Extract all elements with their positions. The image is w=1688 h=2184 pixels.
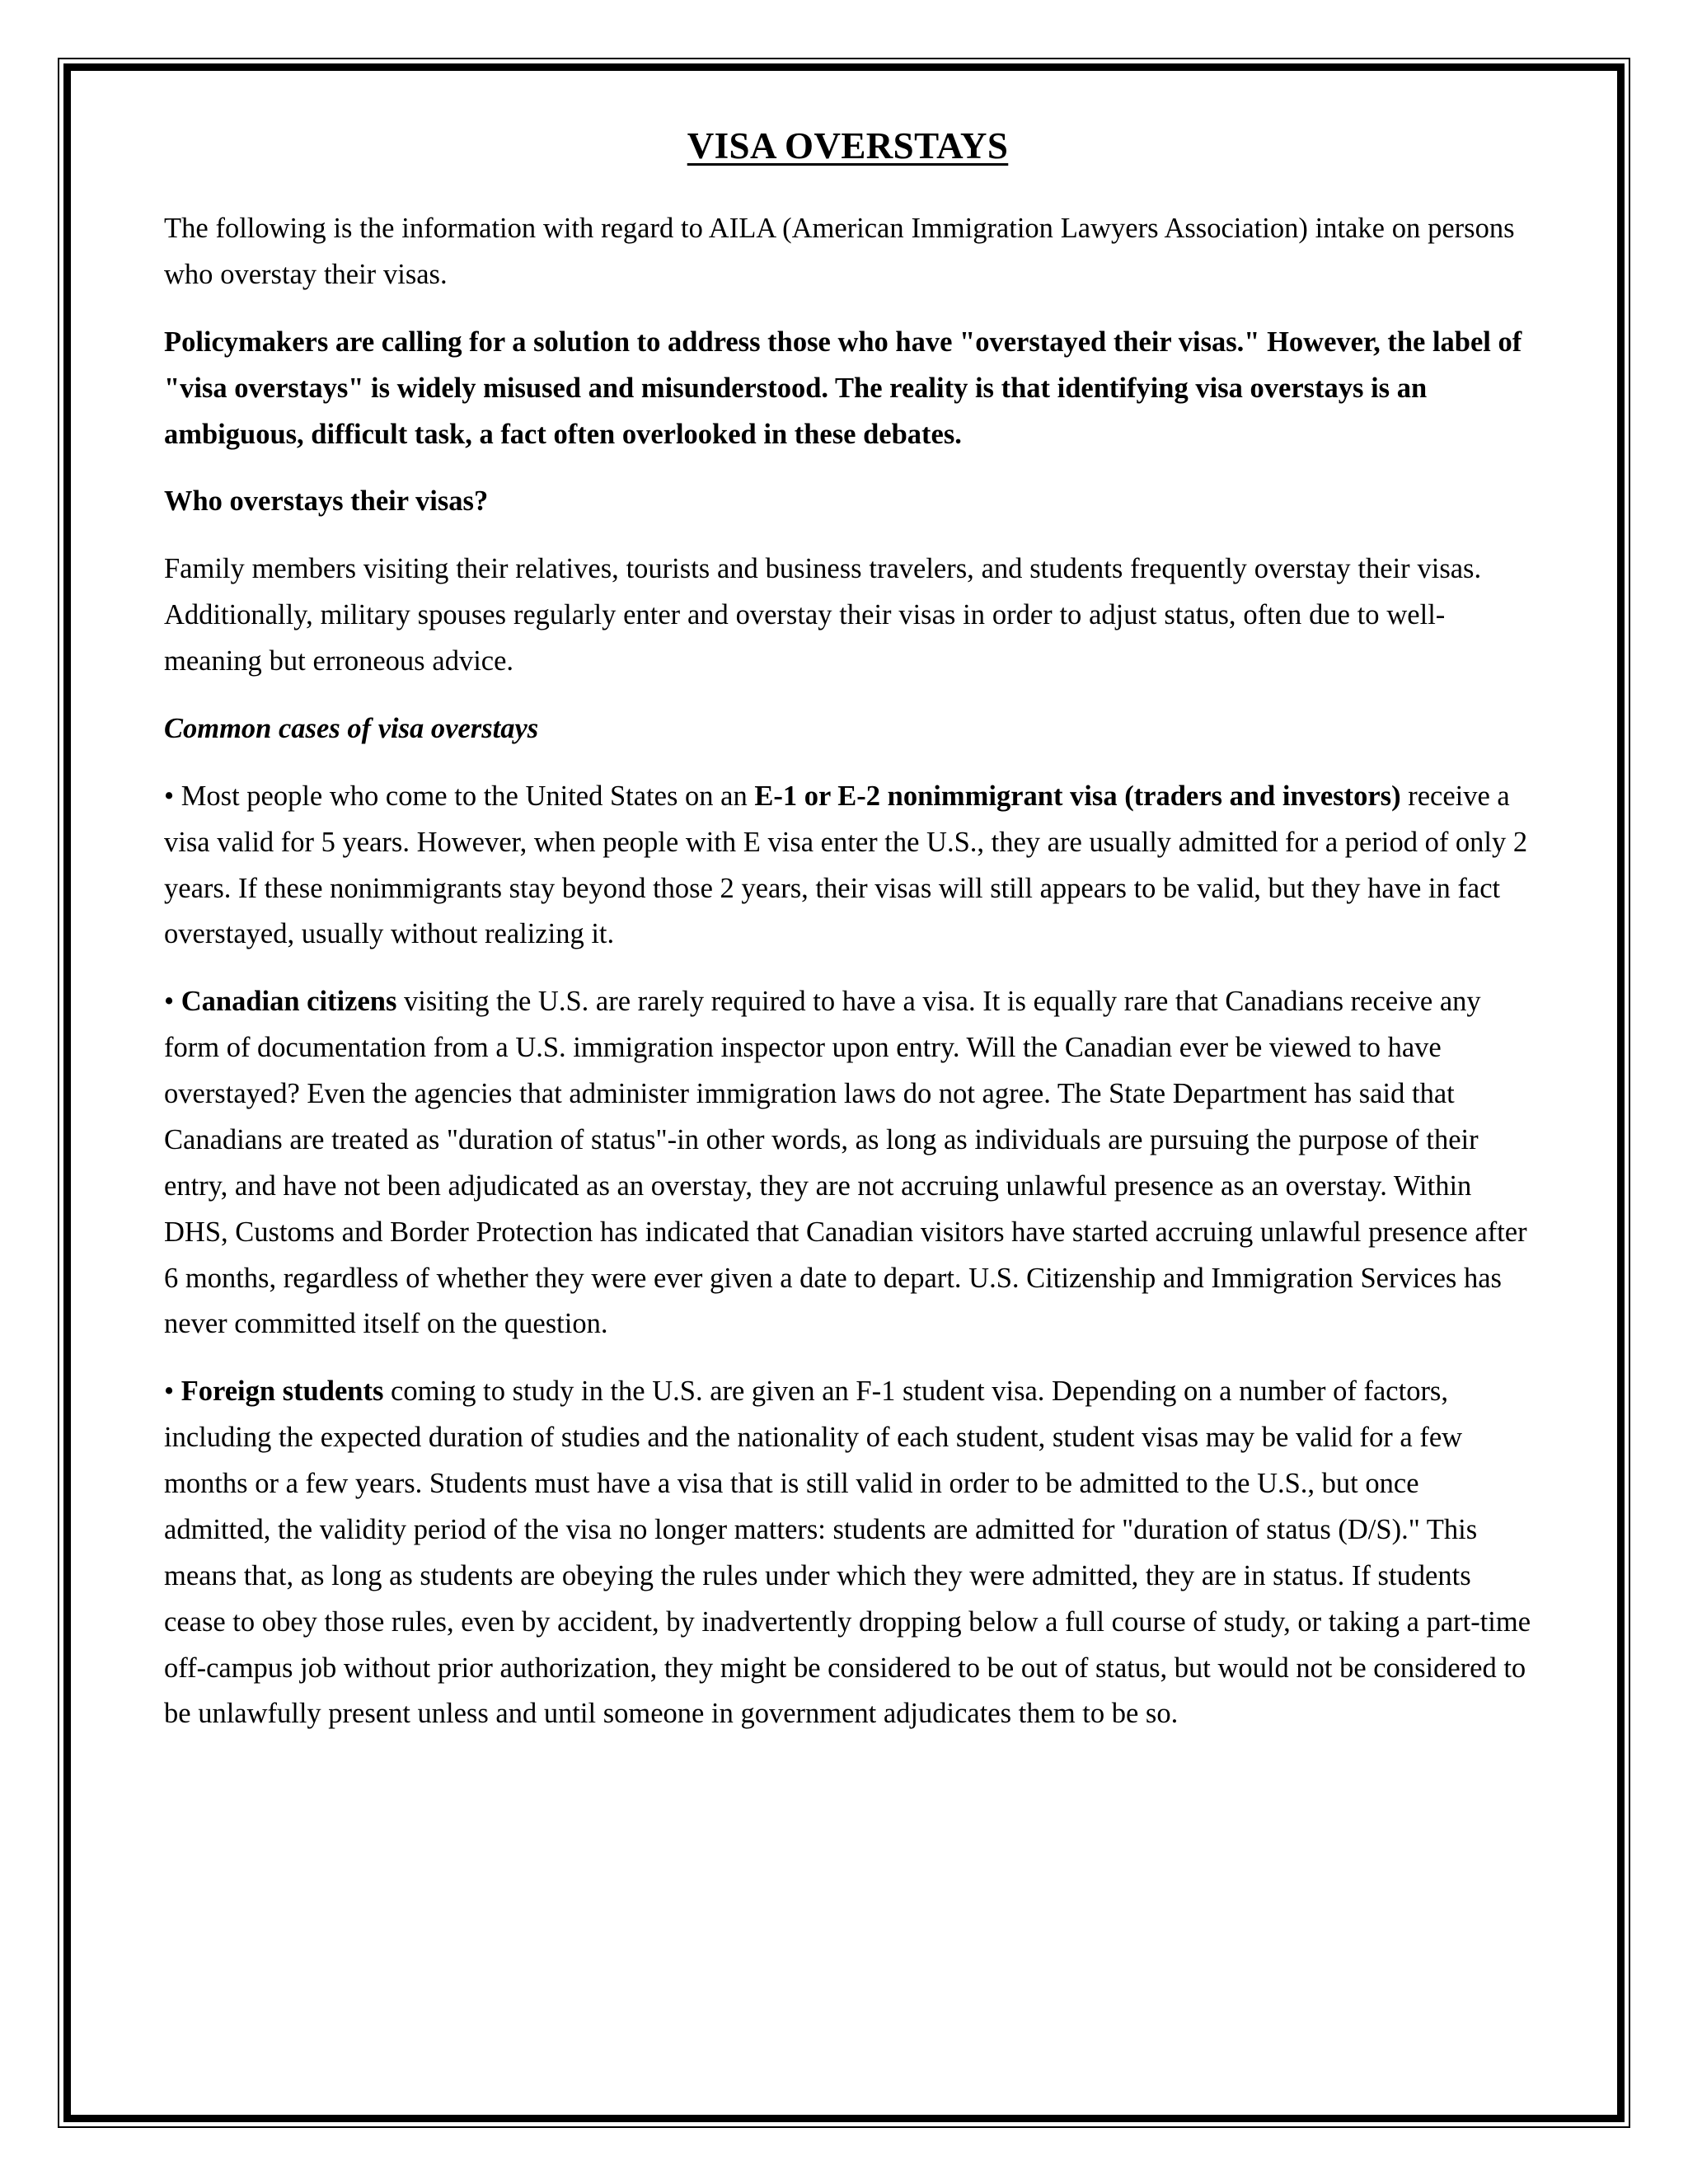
page-frame-outer bbox=[58, 58, 1630, 2128]
bullet-bold-term: E-1 or E-2 nonimmigrant visa (traders and investors) bbox=[754, 780, 1401, 812]
bullet-bold-term: Foreign students bbox=[181, 1376, 384, 1408]
bullet-marker: • bbox=[164, 1376, 175, 1408]
bullet-bold-term: Canadian citizens bbox=[181, 986, 397, 1018]
subheading-who-overstays: Who overstays their visas? bbox=[164, 485, 489, 518]
intro-paragraph: The following is the information with regard to AILA (American Immigration Lawyers Association) intake on persons who overstay their visas. bbox=[164, 213, 1515, 290]
bullet-rest-text: receive a visa valid for 5 years. However, when people with E visa enter the U.S., they are usually admitted for a period of only 2 years. If these nonimmigrants stay beyond those 2 years, their visas will still appears to be valid, but they have in fact overstayed, usually without realizing it. bbox=[164, 780, 1528, 950]
bullet-item-e1-e2 bbox=[164, 774, 1531, 958]
page-title-text: VISA OVERSTAYS bbox=[687, 125, 1009, 166]
page-title bbox=[164, 124, 1531, 168]
bullet-rest-text: visiting the U.S. are rarely required to have a visa. It is equally rare that Canadians receive any form of documentation from a U.S. immigration inspector upon entry. Will the Canadian ever be viewed to have overstayed? Even the agencies that administer immigration laws do not agree. The State Department has said that Canadians are treated as "duration of status"-in other words, as long as individuals are pursuing the purpose of their entry, and have not been adjudicated as an overstay, they are not accruing unlawful presence as an overstay. Within DHS, Customs and Border Protection has indicated that Canadian visitors have started accruing unlawful presence after 6 months, regardless of whether they were ever given a date to depart. U.S. Citizenship and Immigration Services has never committed itself on the question. bbox=[164, 986, 1527, 1340]
bullet-rest-text: coming to study in the U.S. are given an F-1 student visa. Depending on a number of factors, including the expected duration of studies and the nationality of each student, student visas may be valid for a few months or a few years. Students must have a visa that is still valid in order to be admitted to the U.S., but once admitted, the validity period of the visa no longer matters: students are admitted for "duration of status (D/S)." This means that, as long as students are obeying the rules under which they were admitted, they are in status. If students cease to obey those rules, even by accident, by inadvertently dropping below a full course of study, or taking a part-time off-campus job without prior authorization, they might be considered to be out of status, but would not be considered to be unlawfully present unless and until someone in government adjudicates them to be so. bbox=[164, 1376, 1531, 1730]
bullet-item-canadian-citizens bbox=[164, 979, 1531, 1347]
lead-bold-paragraph: Policymakers are calling for a solution to address those who have "overstayed their visas." However, the label of "visa overstays" is widely misused and misunderstood. The reality is that identifying visa overstays is an ambiguous, difficult task, a fact often overlooked in these debates. bbox=[164, 326, 1522, 450]
bullet-marker: • bbox=[164, 780, 175, 812]
bullet-item-foreign-students bbox=[164, 1369, 1531, 1737]
page-frame-inner bbox=[63, 63, 1625, 2122]
bullet-lead-text: Most people who come to the United States on an bbox=[181, 780, 755, 812]
subheading-common-cases: Common cases of visa overstays bbox=[164, 712, 539, 744]
bullet-marker: • bbox=[164, 986, 175, 1018]
document-body bbox=[71, 71, 1617, 2115]
who-overstays-paragraph: Family members visiting their relatives, tourists and business travelers, and students frequently overstay their visas. Additionally, military spouses regularly enter and overstay their visas in order to adjust status, often due to well-meaning but erroneous advice. bbox=[164, 553, 1482, 677]
